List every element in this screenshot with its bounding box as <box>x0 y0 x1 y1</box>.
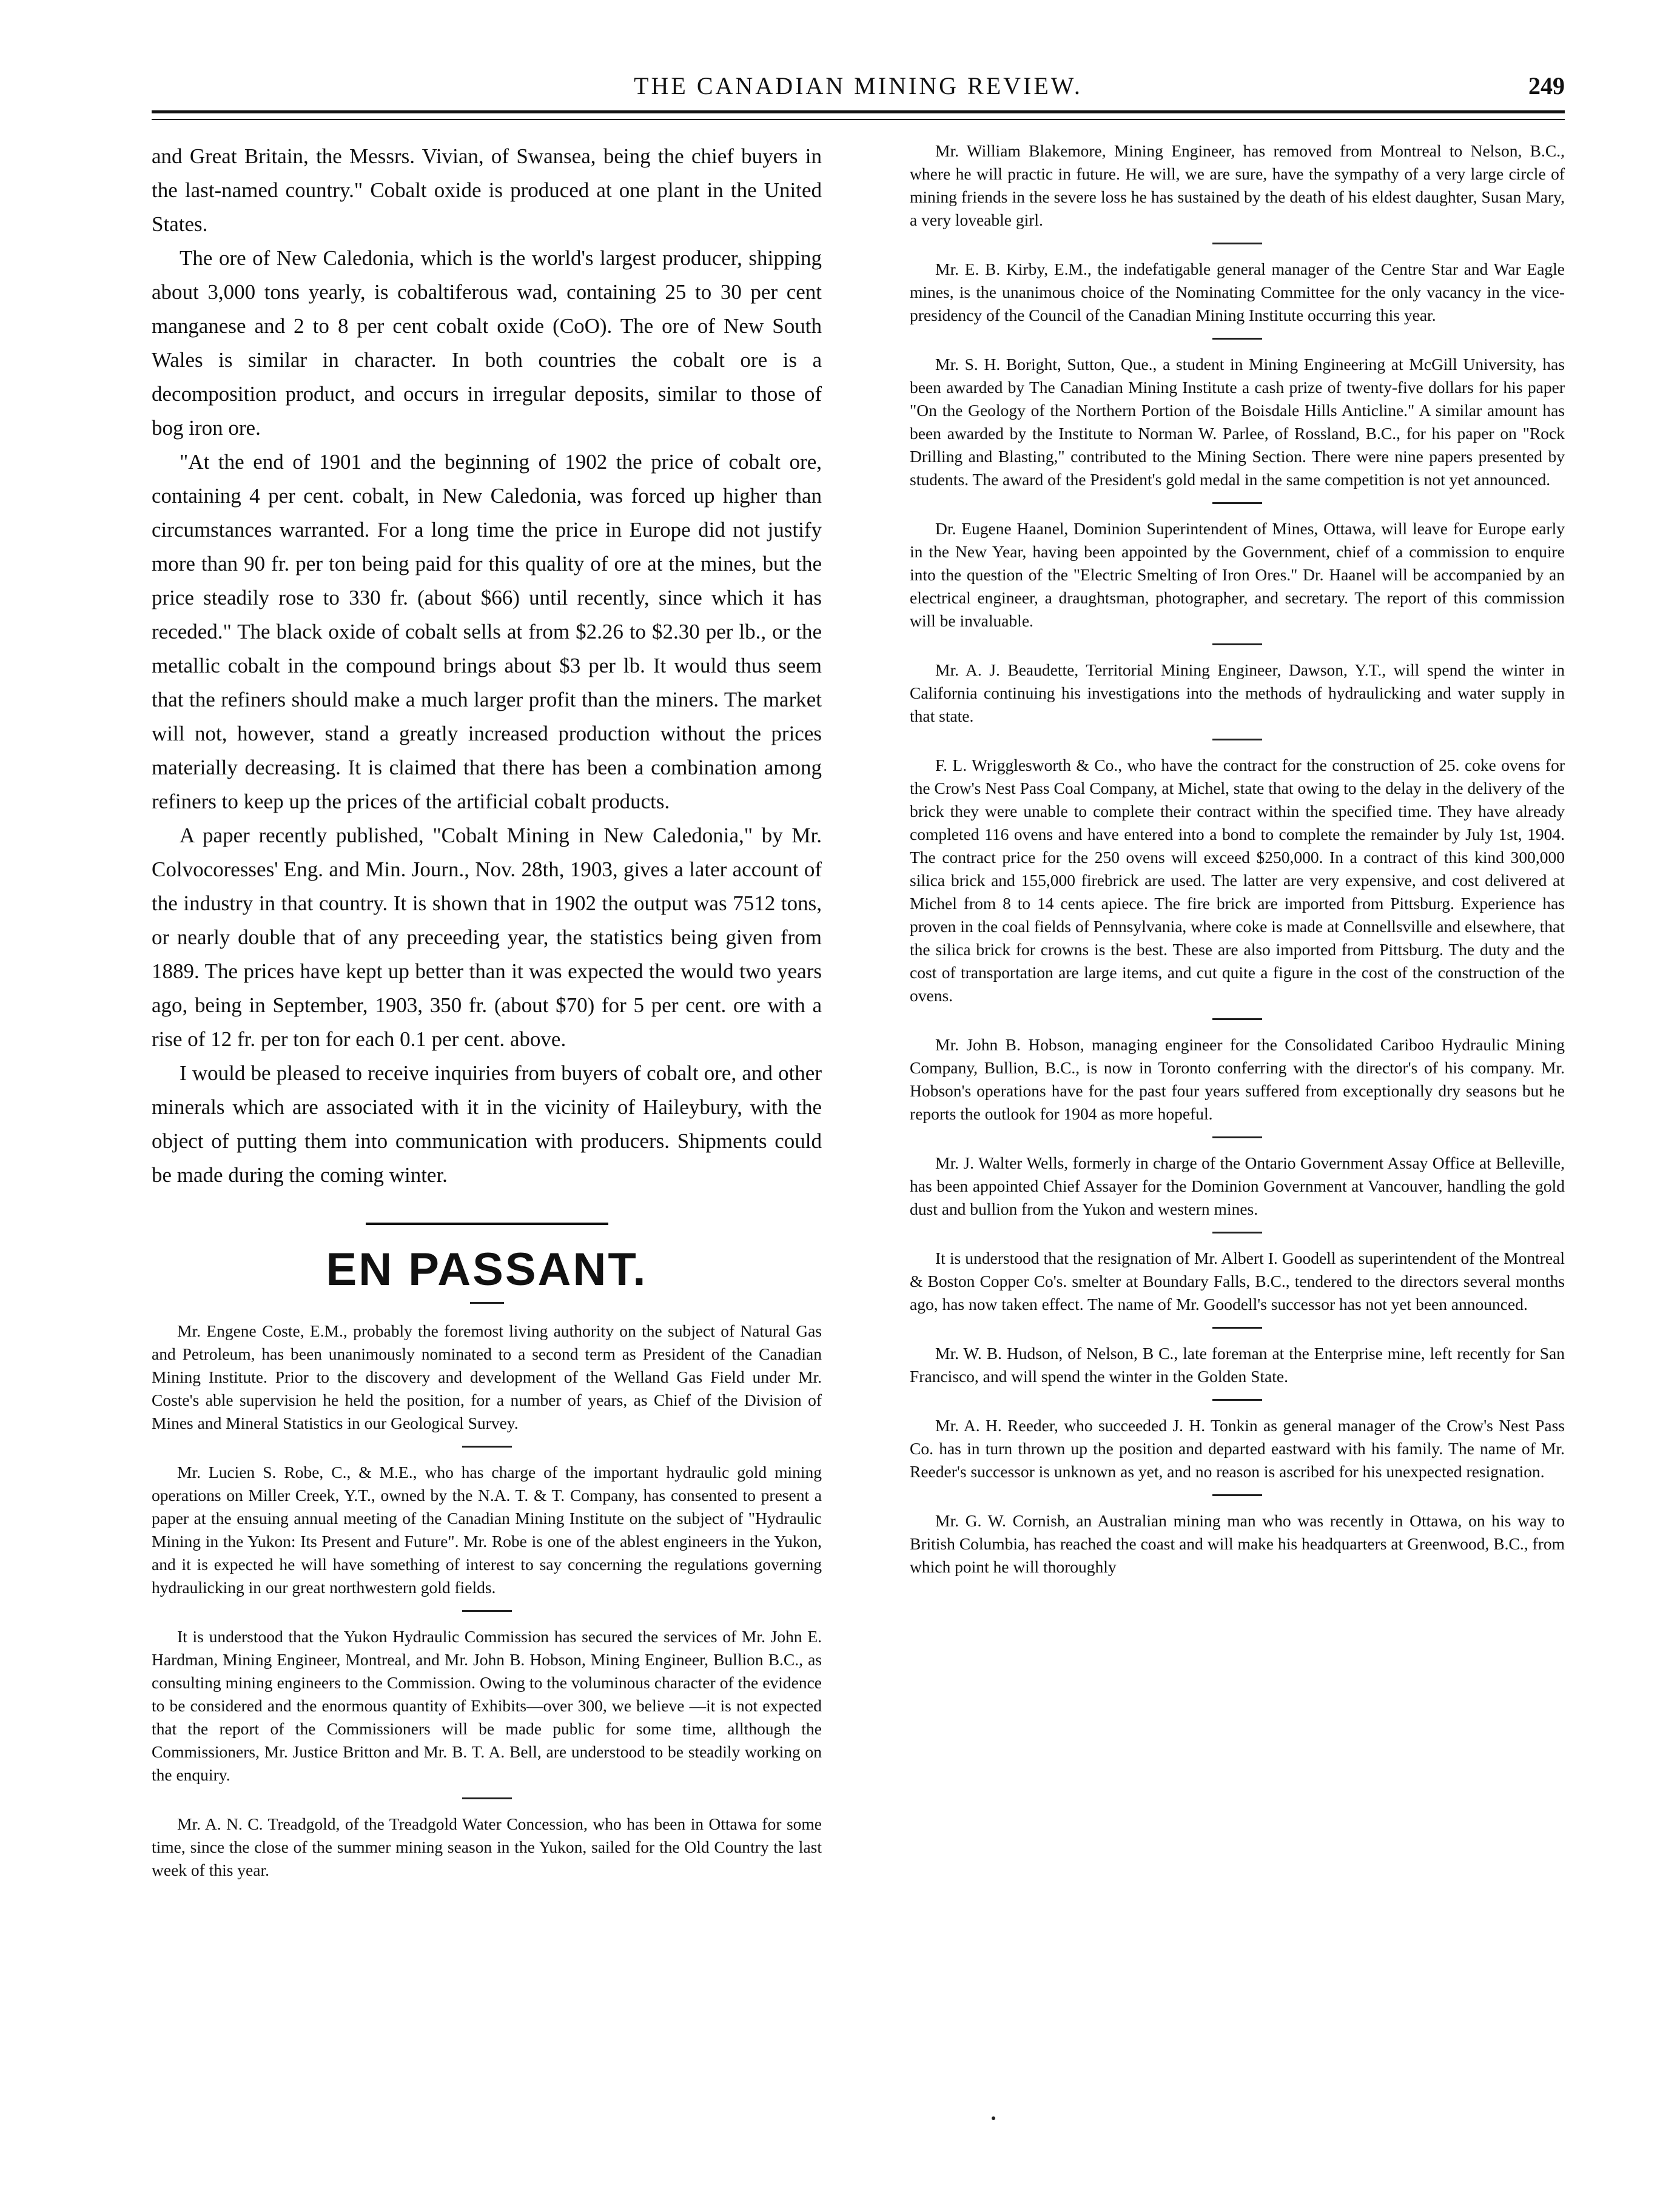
note-separator <box>462 1446 512 1448</box>
news-note: Dr. Eugene Haanel, Dominion Superintendent of Mines, Ottawa, will leave for Europe early in the New Year, having been appointed by the Government, chief of a commission to enquire into the question of the "Electric Smelting of Iron Ores." Dr. Haanel will be accompanied by an electrical engineer, a draughtsman, photographer, and secretary. The report of this commission will be invaluable. <box>910 519 1565 630</box>
news-note: Mr. Lucien S. Robe, C., & M.E., who has charge of the important hydraulic gold mining operations on Miller Creek, Y.T., owned by the N.A. T. & T. Company, has consented to present a paper at the ensuing annual meeting of the Canadian Mining Institute on the subject of "Hydraulic Mining in the Yukon: Its Present and Future". Mr. Robe is one of the ablest engineers in the Yukon, and it is expected he will have something of interest to say concerning the regulations governing hydraulicking in our great northwestern gold fields. <box>152 1463 822 1597</box>
news-note: It is understood that the resignation of Mr. Albert I. Goodell as superintendent of the Montreal & Boston Copper Co's. smelter at Boundary Falls, B.C., tendered to the directors several months ago, has now taken effect. The name of Mr. Goodell's successor has not yet been announced. <box>910 1249 1565 1314</box>
note-separator <box>1212 1327 1262 1329</box>
news-note: It is understood that the Yukon Hydraulic Commission has secured the services of Mr. John E. Hardman, Mining Engineer, Montreal, and Mr. John B. Hobson, Mining Engineer, Bullion B.C., as consulting mining engineers to the Commission. Owing to the voluminous character of the evidence to be considered and the enormous quantity of Exhibits—over 300, we believe —it is not expected that the report of the Commissioners will be made public for some time, allthough the Commissioners, Mr. Justice Britton and Mr. B. T. A. Bell, are understood to be steadily working on the enquiry. <box>152 1627 822 1784</box>
note-separator <box>1212 643 1262 645</box>
article-paragraph: A paper recently published, "Cobalt Mining in New Caledonia," by Mr. Colvocoresses' Eng. and Min. Journ., Nov. 28th, 1903, gives a later account of the industry in that country. It is shown that in 1902 the output was 7512 tons, or nearly double that of any preceeding year, the statistics being given from 1889. The prices have kept up better than it was expected the would two years ago, being in September, 1903, 350 fr. (about $70) for 5 per cent. ore with a rise of 12 fr. per ton for each 0.1 per cent. above. <box>152 824 822 1051</box>
news-note: Mr. A. H. Reeder, who succeeded J. H. Tonkin as general manager of the Crow's Nest Pass Co. has in turn thrown up the position and departed eastward with his family. The name of Mr. Reeder's successor is unknown as yet, and no reason is ascribed for his unexpected resignation. <box>910 1416 1565 1481</box>
note-separator <box>462 1797 512 1799</box>
news-note: Mr. A. N. C. Treadgold, of the Treadgold Water Concession, who has been in Ottawa for some time, since the close of the summer mining season in the Yukon, sailed for the Old Country the last week of this year. <box>152 1814 822 1879</box>
note-separator <box>1212 1494 1262 1496</box>
article-continuation <box>152 139 822 1192</box>
note-separator <box>1212 1399 1262 1401</box>
news-note: Mr. W. B. Hudson, of Nelson, B C., late foreman at the Enterprise mine, left recently for San Francisco, and will spend the winter in the Golden State. <box>910 1344 1565 1386</box>
section-title-separator <box>470 1302 504 1304</box>
left-column <box>152 139 822 1882</box>
note-separator <box>1212 739 1262 740</box>
article-paragraph: and Great Britain, the Messrs. Vivian, of Swansea, being the chief buyers in the last-named country." Cobalt oxide is produced at one plant in the United States. <box>152 144 822 236</box>
header-rule-thin <box>152 119 1565 120</box>
note-separator <box>1212 1232 1262 1233</box>
news-note: Mr. E. B. Kirby, E.M., the indefatigable general manager of the Centre Star and War Eagle mines, is the unanimous choice of the Nominating Committee for the only vacancy in the vice-presidency of the Council of the Canadian Mining Institute occurring this year. <box>910 260 1565 324</box>
news-note: Mr. G. W. Cornish, an Australian mining man who was recently in Ottawa, on his way to British Columbia, has reached the coast and will make his headquarters at Greenwood, B.C., from which point he will thoroughly <box>910 1511 1565 1576</box>
news-note: F. L. Wrigglesworth & Co., who have the contract for the construction of 25. coke ovens for the Crow's Nest Pass Coal Company, at Michel, state that owing to the delay in the delivery of the brick they were unable to complete their contract within the specified time. They have already completed 116 ovens and have entered into a bond to complete the remainder by July 1st, 1904. The contract price for the 250 ovens will exceed $250,000. In a contract of this kind 300,000 silica brick and 155,000 firebrick are used. The latter are very expensive, and cost delivered at Michel from 8 to 14 cents apiece. The fire brick are imported from Pittsburg. Experience has proven in the coal fields of Pennsylvania, where coke is made at Connellsville and elsewhere, that the silica brick for crowns is the best. These are also imported from Pittsburg. The duty and the cost of transportation are large items, and cut quite a figure in the cost of the construction of the ovens. <box>910 756 1565 1005</box>
note-separator <box>462 1610 512 1612</box>
news-note: Mr. William Blakemore, Mining Engineer, has removed from Montreal to Nelson, B.C., where he will practic in future. He will, we are sure, have the sympathy of a very large circle of mining friends in the severe loss he has sustained by the death of his eldest daughter, Susan Mary, a very loveable girl. <box>910 141 1565 229</box>
page-header <box>152 72 1565 108</box>
note-separator <box>1212 338 1262 340</box>
section-title-rule <box>366 1223 608 1225</box>
article-paragraph: I would be pleased to receive inquiries from buyers of cobalt ore, and other minerals which are associated with it in the vicinity of Haileybury, with the object of putting them into communication with producers. Shipments could be made during the coming winter. <box>152 1061 822 1187</box>
en-passant-notes-left <box>152 1320 822 1882</box>
news-note: Mr. Engene Coste, E.M., probably the foremost living authority on the subject of Natural Gas and Petroleum, has been unanimously nominated to a second term as President of the Canadian Mining Institute. Prior to the discovery and development of the Welland Gas Field under Mr. Coste's able supervision he held the position, for a number of years, as Chief of the Division of Mines and Mineral Statistics in our Geological Survey. <box>152 1321 822 1432</box>
running-title: THE CANADIAN MINING REVIEW. <box>634 72 1083 99</box>
section-title: EN PASSANT. <box>326 1244 648 1295</box>
header-rule-thick <box>152 110 1565 113</box>
page-number: 249 <box>1528 72 1565 99</box>
note-separator <box>1212 243 1262 244</box>
note-separator <box>1212 1018 1262 1020</box>
news-note: Mr. J. Walter Wells, formerly in charge of the Ontario Government Assay Office at Belleville, has been appointed Chief Assayer for the Dominion Government at Vancouver, handling the gold dust and bullion from the Yukon and western mines. <box>910 1153 1565 1218</box>
news-note: Mr. A. J. Beaudette, Territorial Mining Engineer, Dawson, Y.T., will spend the winter in California continuing his investigations into the methods of hydraulicking and water supply in that state. <box>910 660 1565 725</box>
news-note: Mr. John B. Hobson, managing engineer for the Consolidated Cariboo Hydraulic Mining Company, Bullion, B.C., is now in Toronto conferring with the director's of his company. Mr. Hobson's operations have for the past four years suffered from exceptionally dry seasons but he reports the outlook for 1904 as more hopeful. <box>910 1035 1565 1123</box>
article-paragraph: "At the end of 1901 and the beginning of 1902 the price of cobalt ore, containing 4 per cent. cobalt, in New Caledonia, was forced up higher than circumstances warranted. For a long time the price in Europe did not justify more than 90 fr. per ton being paid for this quality of ore at the mines, but the price steadily rose to 330 fr. (about $66) until recently, since which it has receded." The black oxide of cobalt sells at from $2.26 to $2.30 per lb., or the metallic cobalt in the compound brings about $3 per lb. It would thus seem that the refiners should make a much larger profit than the miners. The market will not, however, stand a greatly increased production without the prices materially decreasing. It is claimed that there has been a combination among refiners to keep up the prices of the artificial cobalt products. <box>152 450 822 813</box>
article-paragraph: The ore of New Caledonia, which is the world's largest producer, shipping about 3,000 tons yearly, is cobaltiferous wad, containing 25 to 30 per cent manganese and 2 to 8 per cent cobalt oxide (CoO). The ore of New South Wales is similar in character. In both countries the cobalt ore is a decomposition product, and occurs in irregular deposits, similar to those of bog iron ore. <box>152 246 822 440</box>
right-column <box>910 139 1565 1579</box>
print-speck <box>992 2116 995 2120</box>
note-separator <box>1212 1136 1262 1138</box>
note-separator <box>1212 502 1262 504</box>
news-note: Mr. S. H. Boright, Sutton, Que., a student in Mining Engineering at McGill University, has been awarded by The Canadian Mining Institute a cash prize of twenty-five dollars for his paper "On the Geology of the Northern Portion of the Boisdale Hills Anticline." A similar amount has been awarded by the Institute to Norman W. Parlee, of Rossland, B.C., for his paper on "Rock Drilling and Blasting," contributed to the Mining Section. There were nine papers presented by students. The award of the President's gold medal in the same competition is not yet announced. <box>910 355 1565 489</box>
